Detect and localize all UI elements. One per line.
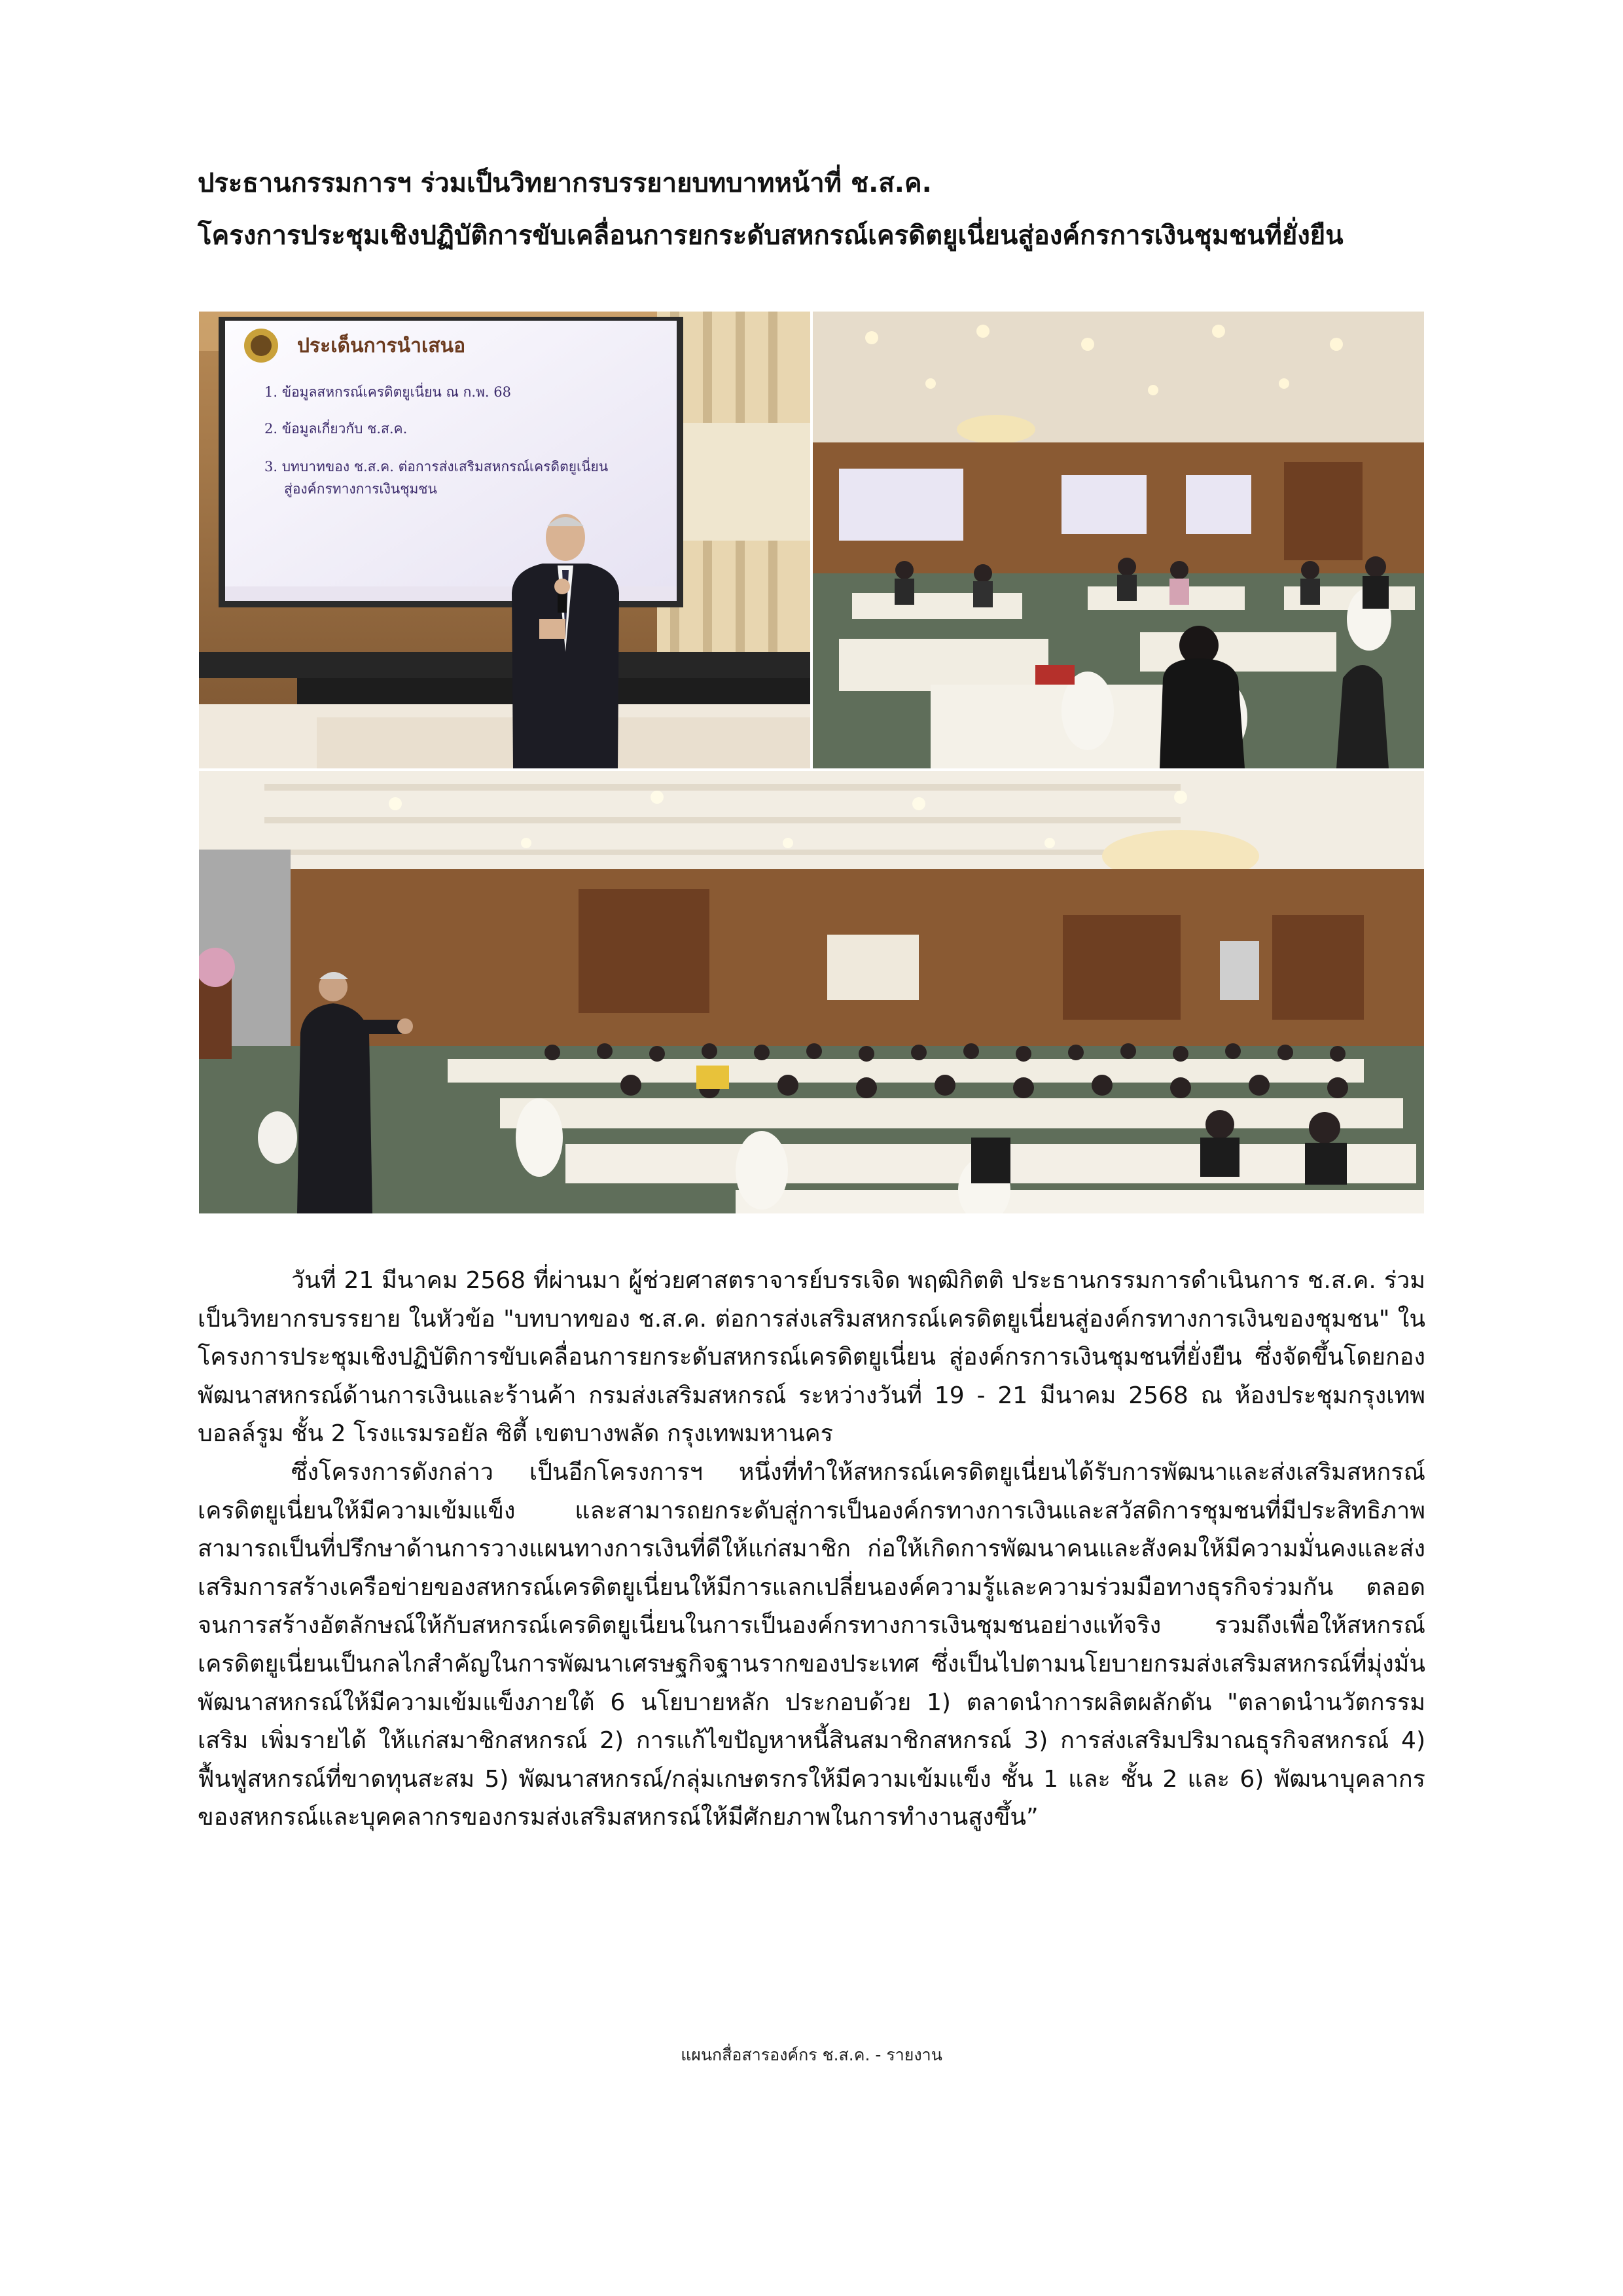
headline-line-1: ประธานกรรมการฯ ร่วมเป็นวิทยากรบรรยายบทบาทหน้าที่ ช.ส.ค. (198, 168, 932, 198)
photo-hall-wide (199, 771, 1424, 1213)
slide-item-3b: สู่องค์กรทางการเงินชุมชน (284, 481, 437, 497)
slide-item-1: 1. ข้อมูลสหกรณ์เครดิตยูเนี่ยน ณ ก.พ. 68 (264, 384, 511, 400)
photo-speaker-at-podium (199, 312, 810, 768)
headline-line-2: โครงการประชุมเชิงปฏิบัติการขับเคลื่อนการยกระดับสหกรณ์เครดิตยูเนี่ยนสู่องค์กรการเงินชุมชนที่ยั่งยืน (198, 221, 1344, 251)
paragraph-1: วันที่ 21 มีนาคม 2568 ที่ผ่านมา ผู้ช่วยศาสตราจารย์บรรเจิด พฤฒิกิตติ ประธานกรรมการดำเนินการ ช.ส.ค. ร่วมเป็นวิทยากรบรรยาย ในหัวข้อ "บทบาทของ ช.ส.ค. ต่อการส่งเสริมสหกรณ์เครดิตยูเนี่ยนสู่องค์กรทางการเงินของชุมชน" ในโครงการประชุมเชิงปฏิบัติการขับเคลื่อนการยกระดับสหกรณ์เครดิตยูเนี่ยน สู่องค์กรการเงินชุมชนที่ยั่งยืน ซึ่งจัดขึ้นโดยกองพัฒนาสหกรณ์ด้านการเงินและร้านค้า กรมส่งเสริมสหกรณ์ ระหว่างวันที่ 19 - 21 มีนาคม 2568 ณ ห้องประชุมกรุงเทพ บอลล์รูม ชั้น 2 โรงแรมรอยัล ซิตี้ เขตบางพลัด กรุงเทพมหานคร (198, 1267, 1425, 1448)
hall-photo-illustration (199, 771, 1424, 1213)
photo-audience-ballroom (813, 312, 1424, 768)
slide-item-3a: 3. บทบาทของ ช.ส.ค. ต่อการส่งเสริมสหกรณ์เครดิตยูเนี่ยน (264, 459, 609, 475)
speaker-photo-illustration (199, 312, 810, 768)
footer-credit: แผนกสื่อสารองค์กร ช.ส.ค. - รายงาน (681, 2045, 942, 2064)
audience-photo-illustration (813, 312, 1424, 768)
slide-title: ประเด็นการนำเสนอ (297, 334, 466, 357)
article-body (198, 1262, 1425, 1837)
paragraph-2: ซึ่งโครงการดังกล่าว เป็นอีกโครงการฯ หนึ่งที่ทำให้สหกรณ์เครดิตยูเนี่ยนได้รับการพัฒนาและส่งเสริมสหกรณ์เครดิตยูเนี่ยนให้มีความเข้มแข็ง และสามารถยกระดับสู่การเป็นองค์กรทางการเงินและสวัสดิการชุมชนที่มีประสิทธิภาพ สามารถเป็นที่ปรึกษาด้านการวางแผนทางการเงินที่ดีให้แก่สมาชิก ก่อให้เกิดการพัฒนาคนและสังคมให้มีความมั่นคงและส่งเสริมการสร้างเครือข่ายของสหกรณ์เครดิตยูเนี่ยนให้มีการแลกเปลี่ยนองค์ความรู้และความร่วมมือทางธุรกิจร่วมกัน ตลอดจนการสร้างอัตลักษณ์ให้กับสหกรณ์เครดิตยูเนี่ยนในการเป็นองค์กรทางการเงินชุมชนอย่างแท้จริง รวมถึงเพื่อให้สหกรณ์เครดิตยูเนี่ยนเป็นกลไกสำคัญในการพัฒนาเศรษฐกิจฐานรากของประเทศ ซึ่งเป็นไปตามนโยบายกรมส่งเสริมสหกรณ์ที่มุ่งมั่นพัฒนาสหกรณ์ให้มีความเข้มแข็งภายใต้ 6 นโยบายหลัก ประกอบด้วย 1) ตลาดนำการผลิตผลักดัน "ตลาดนำนวัตกรรมเสริม เพิ่มรายได้ ให้แก่สมาชิกสหกรณ์ 2) การแก้ไขปัญหาหนี้สินสมาชิกสหกรณ์ 3) การส่งเสริมปริมาณธุรกิจสหกรณ์ 4) ฟื้นฟูสหกรณ์ที่ขาดทุนสะสม 5) พัฒนาสหกรณ์/กลุ่มเกษตรกรให้มีความเข้มแข็ง ชั้น 1 และ ชั้น 2 และ 6) พัฒนาบุคลากรของสหกรณ์และบุคคลากรของกรมส่งเสริมสหกรณ์ให้มีศักยภาพในการทำงานสูงขึ้น” (198, 1458, 1425, 1831)
slide-item-2: 2. ข้อมูลเกี่ยวกับ ช.ส.ค. (264, 421, 408, 437)
